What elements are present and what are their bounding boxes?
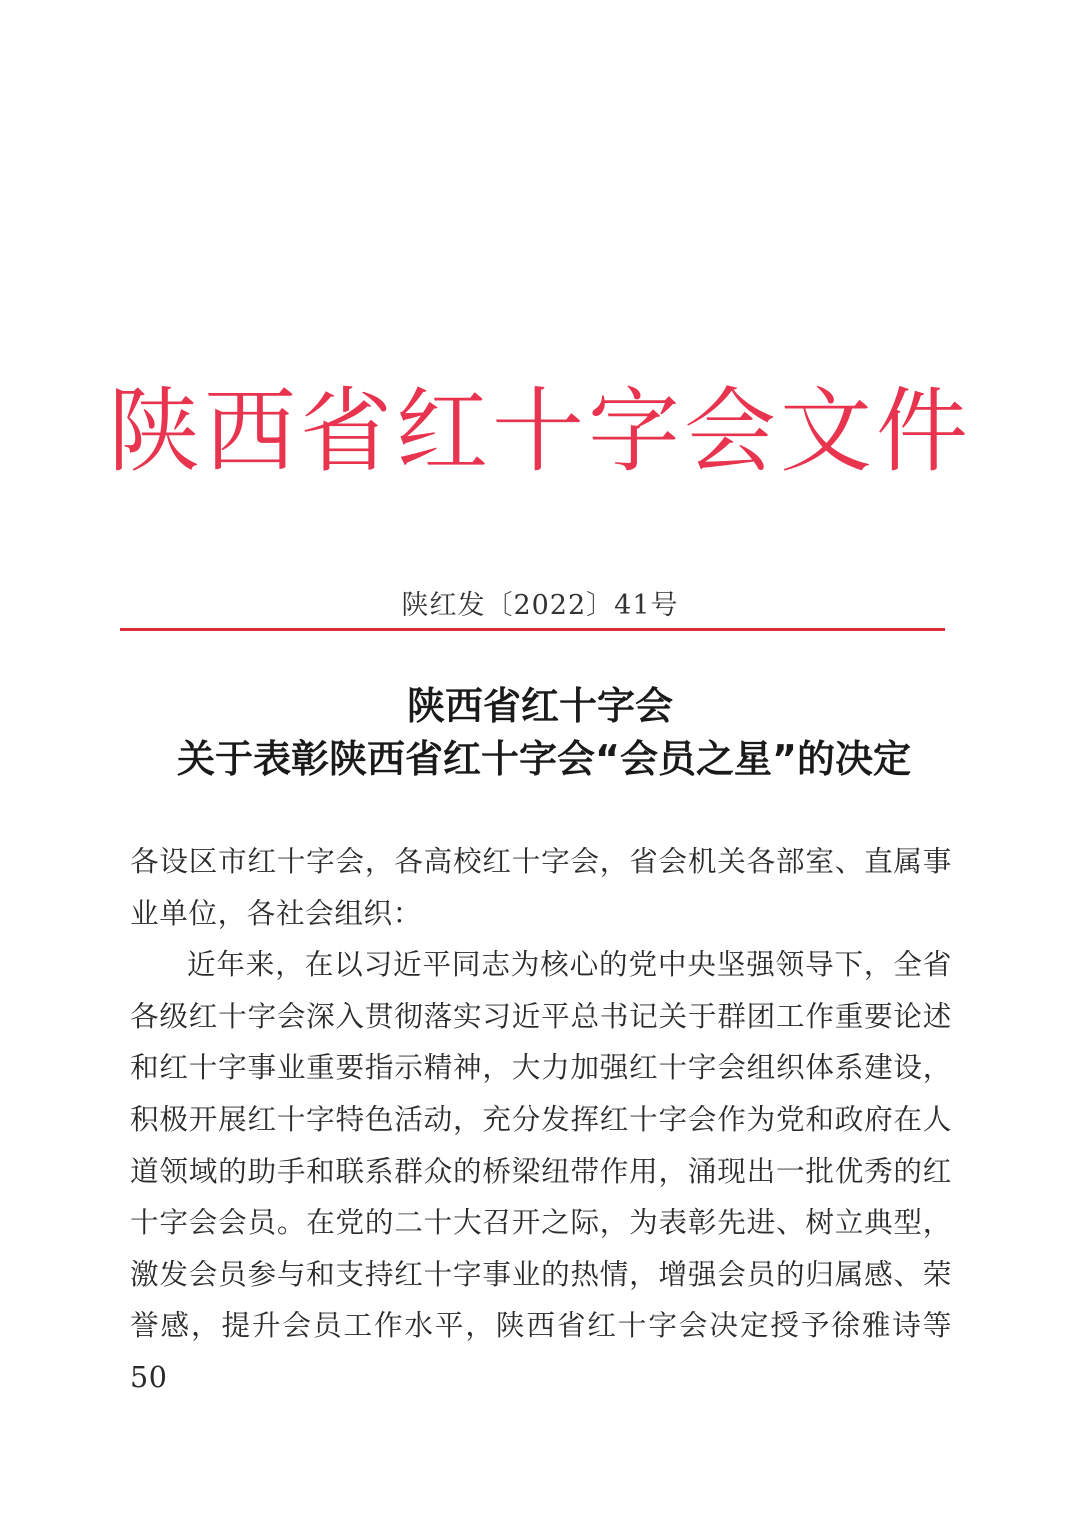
document-body [130, 836, 952, 1404]
document-title-line-2: 关于表彰陕西省红十字会“会员之星”的决定 [177, 737, 911, 781]
document-number: 陕红发〔2022〕41号 [401, 590, 679, 621]
body-paragraph-1: 近年来，在以习近平同志为核心的党中央坚强领导下，全省各级红十字会深入贯彻落实习近平总书记关于群团工作重要论述和红十字事业重要指示精神，大力加强红十字会组织体系建设，积极开展红十字特色活动，充分发挥红十字会作为党和政府在人道领域的助手和联系群众的桥梁纽带作用，涌现出一批优秀的红十字会会员。在党的二十大召开之际，为表彰先进、树立典型，激发会员参与和支持红十字事业的热情，增强会员的归属感、荣誉感，提升会员工作水平，陕西省红十字会决定授予徐雅诗等50 [130, 947, 952, 1394]
red-divider-line [120, 628, 945, 631]
salutation: 各设区市红十字会，各高校红十字会，省会机关各部室、直属事业单位，各社会组织： [130, 844, 952, 930]
document-masthead: 陕西省红十字会文件 [107, 378, 972, 485]
document-title-line-1: 陕西省红十字会 [406, 684, 673, 728]
